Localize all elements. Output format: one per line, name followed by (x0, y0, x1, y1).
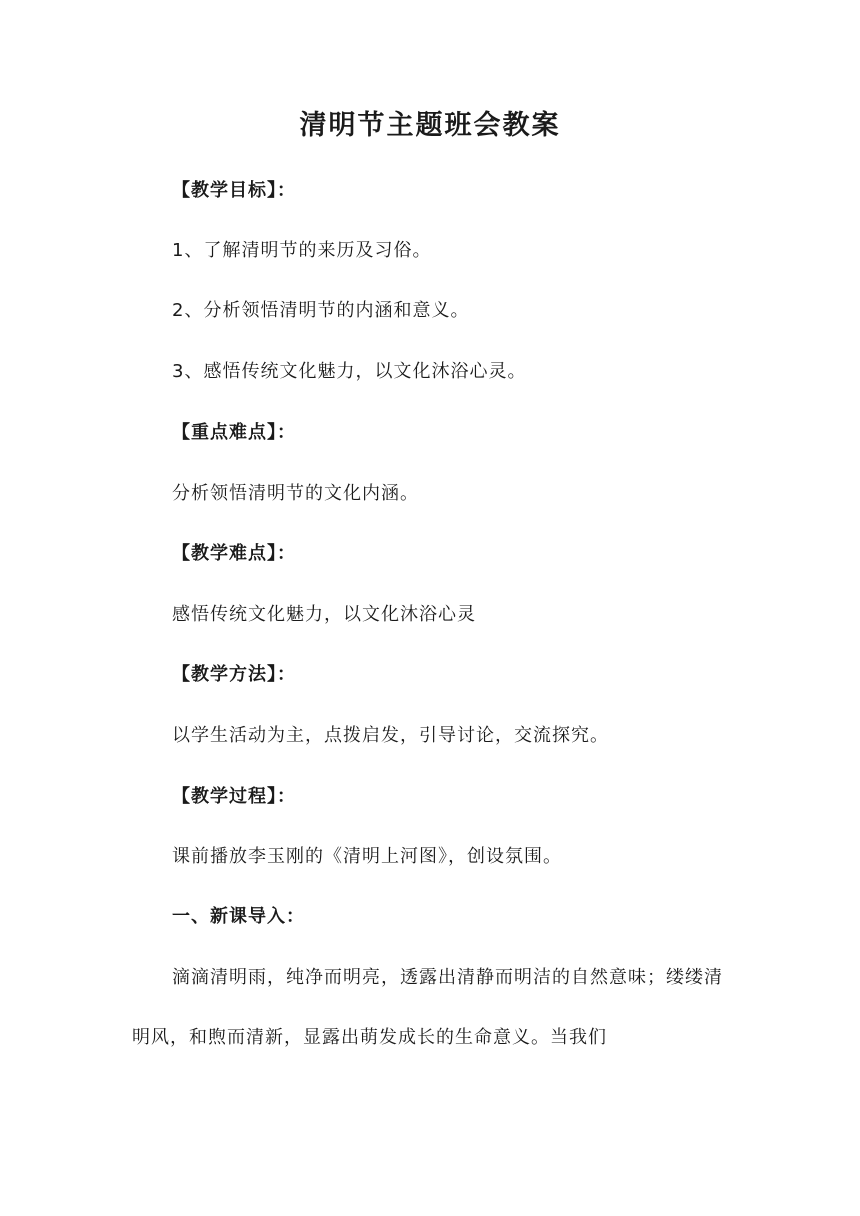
difficulty-text: 感悟传统文化魅力，以文化沐浴心灵 (172, 604, 476, 625)
methods-text: 以学生活动为主，点拨启发，引导讨论，交流探究。 (172, 725, 609, 746)
objectives-heading: 【教学目标】： (172, 180, 296, 201)
difficulty-heading: 【教学难点】： (172, 543, 296, 564)
process-heading: 【教学过程】： (172, 786, 296, 807)
objective-item-3: 3、感悟传统文化魅力，以文化沐浴心灵。 (172, 361, 527, 382)
key-points-heading: 【重点难点】： (172, 422, 296, 443)
objective-item-1: 1、了解清明节的来历及习俗。 (172, 240, 432, 261)
intro-paragraph: 滴滴清明雨，纯净而明亮，透露出清静而明洁的自然意味；缕缕清明风，和煦而清新，显露出萌发成长的生命意义。当我们 (132, 967, 723, 1048)
process-text: 课前播放李玉刚的《清明上河图》，创设氛围。 (172, 846, 562, 867)
document-title: 清明节主题班会教案 (299, 110, 561, 141)
intro-heading: 一、新课导入： (172, 906, 305, 927)
objective-item-2: 2、分析领悟清明节的内涵和意义。 (172, 300, 470, 321)
key-points-text: 分析领悟清明节的文化内涵。 (172, 483, 419, 504)
methods-heading: 【教学方法】： (172, 664, 296, 685)
